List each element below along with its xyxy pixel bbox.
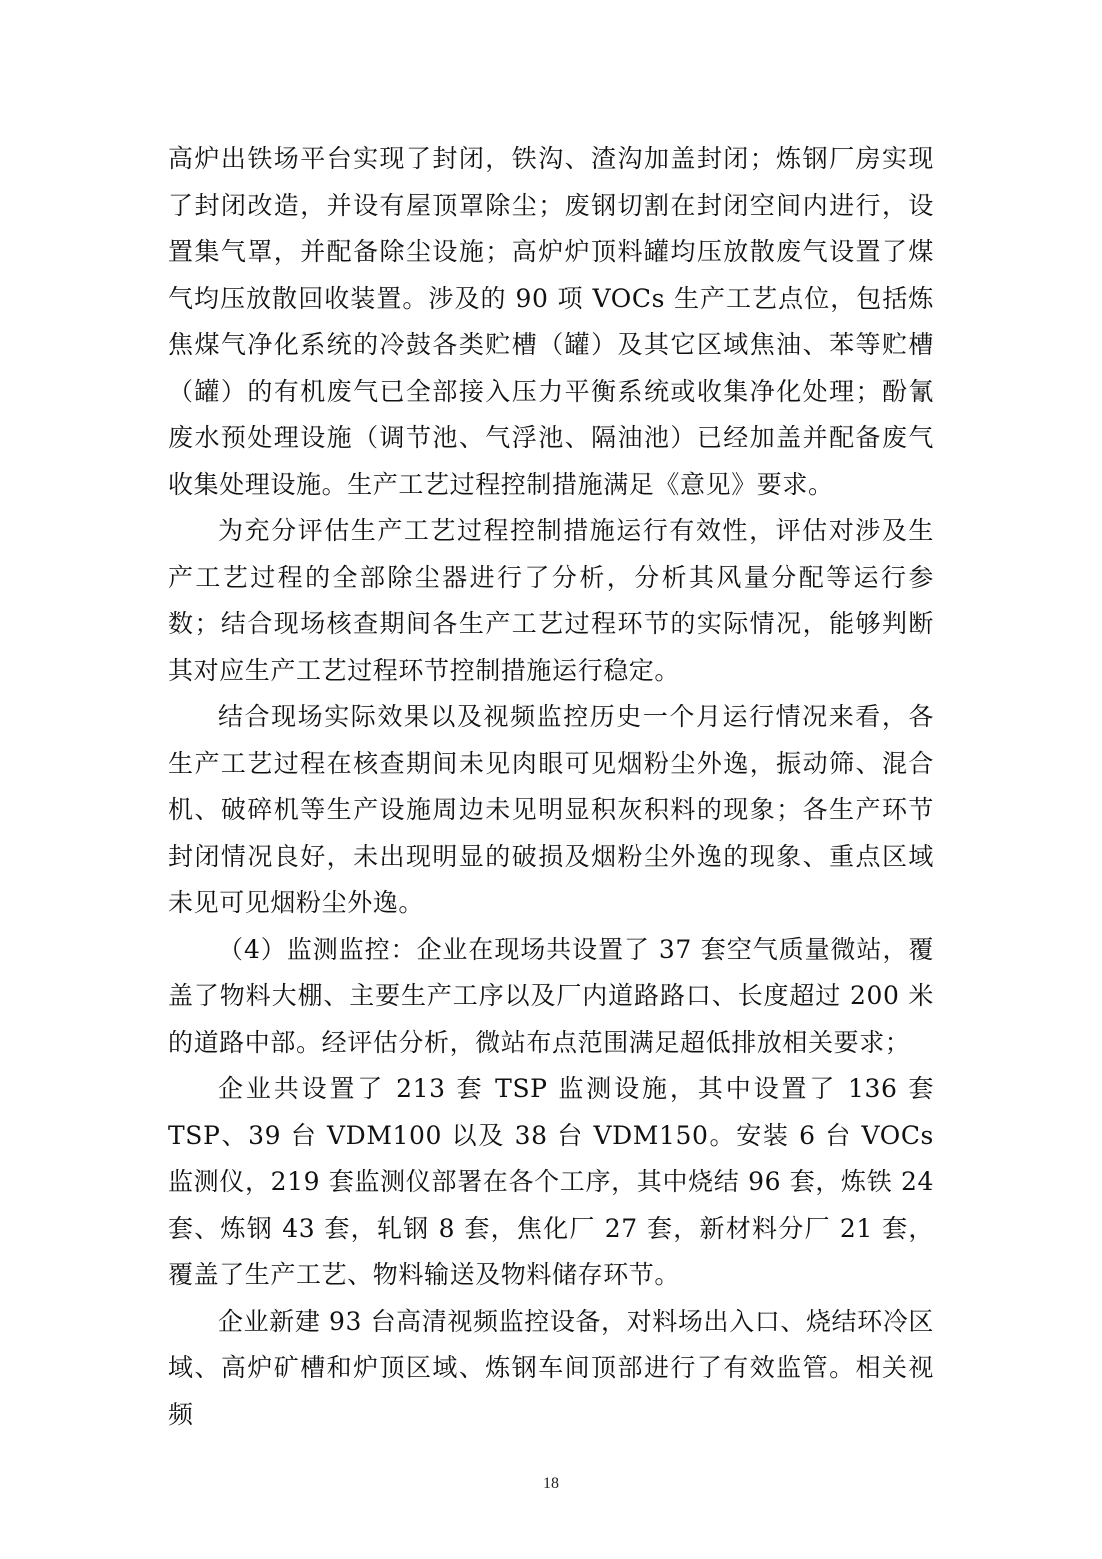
paragraph-process-evaluation: 为充分评估生产工艺过程控制措施运行有效性，评估对涉及生产工艺过程的全部除尘器进行了分析，分析其风量分配等运行参数；结合现场核查期间各生产工艺过程环节的实际情况，能够判断其对应生产工艺过程环节控制措施运行稳定。 xyxy=(168,516,934,685)
document-body xyxy=(168,136,934,1438)
paragraph-closure-measures: 高炉出铁场平台实现了封闭，铁沟、渣沟加盖封闭；炼钢厂房实现了封闭改造，并设有屋顶罩除尘；废钢切割在封闭空间内进行，设置集气罩，并配备除尘设施；高炉炉顶料罐均压放散废气设置了煤气均压放散回收装置。涉及的 90 项 VOCs 生产工艺点位，包括炼焦煤气净化系统的冷鼓各类贮槽（罐）及其它区域焦油、苯等贮槽（罐）的有机废气已全部接入压力平衡系统或收集净化处理；酚氰废水预处理设施（调节池、气浮池、隔油池）已经加盖并配备废气收集处理设施。生产工艺过程控制措施满足《意见》要求。 xyxy=(168,144,934,499)
paragraph-site-inspection: 结合现场实际效果以及视频监控历史一个月运行情况来看，各生产工艺过程在核查期间未见肉眼可见烟粉尘外逸，振动筛、混合机、破碎机等生产设施周边未见明显积灰积料的现象；各生产环节封闭情况良好，未出现明显的破损及烟粉尘外逸的现象、重点区域未见可见烟粉尘外逸。 xyxy=(168,702,934,917)
page-number: 18 xyxy=(543,1475,559,1492)
paragraph-video-monitoring: 企业新建 93 台高清视频监控设备，对料场出入口、烧结环冷区域、高炉矿槽和炉顶区域、炼钢车间顶部进行了有效监管。相关视频 xyxy=(168,1306,934,1429)
paragraph-tsp-monitoring: 企业共设置了 213 套 TSP 监测设施，其中设置了 136 套 TSP、39 台 VDM100 以及 38 台 VDM150。安装 6 台 VOCs 监测仪，219 套监测仪部署在各个工序，其中烧结 96 套，炼铁 24 套、炼钢 43 套，轧钢 8 套，焦化厂 27 套，新材料分厂 21 套，覆盖了生产工艺、物料输送及物料储存环节。 xyxy=(168,1074,934,1289)
paragraph-monitoring-stations: （4）监测监控：企业在现场共设置了 37 套空气质量微站，覆盖了物料大棚、主要生产工序以及厂内道路路口、长度超过 200 米的道路中部。经评估分析，微站布点范围满足超低排放相关要求； xyxy=(168,934,934,1057)
